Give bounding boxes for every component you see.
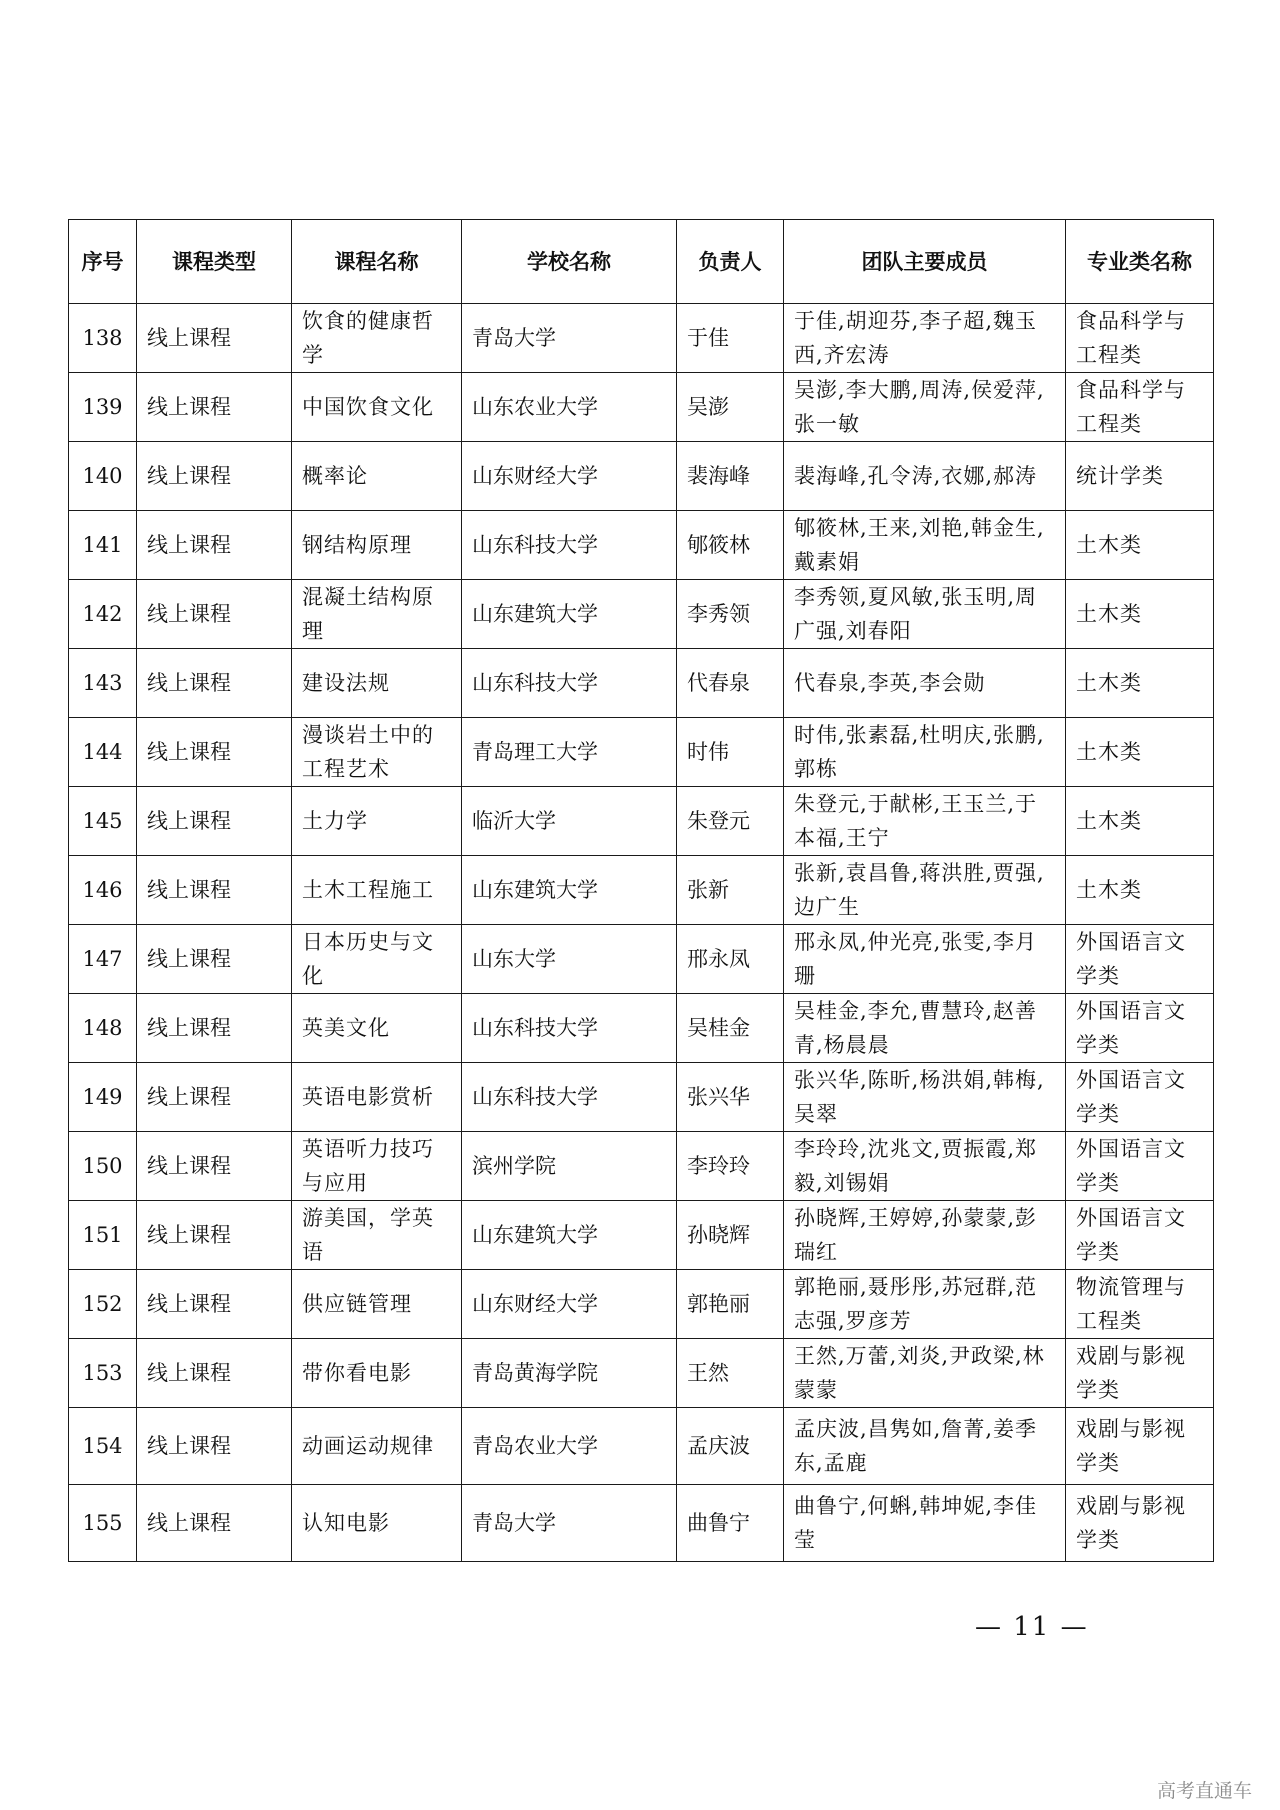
- table-header-row: [69, 220, 1214, 304]
- cell-course-type: 线上课程: [137, 304, 292, 373]
- cell-course-type: 线上课程: [137, 649, 292, 718]
- table-row: [69, 304, 1214, 373]
- cell-school: 青岛大学: [462, 304, 677, 373]
- table-row: [69, 1132, 1214, 1201]
- cell-course-type: 线上课程: [137, 442, 292, 511]
- cell-leader: 孙晓辉: [677, 1201, 784, 1270]
- cell-school: 青岛理工大学: [462, 718, 677, 787]
- cell-no: 142: [69, 580, 137, 649]
- header-school: 学校名称: [462, 220, 677, 304]
- cell-course-name: 日本历史与文化: [292, 925, 462, 994]
- cell-leader: 王然: [677, 1339, 784, 1408]
- table-row: [69, 925, 1214, 994]
- cell-leader: 时伟: [677, 718, 784, 787]
- table-row: [69, 1339, 1214, 1408]
- cell-team: 李玲玲,沈兆文,贾振霞,郑毅,刘锡娟: [784, 1132, 1066, 1201]
- cell-course-type: 线上课程: [137, 1339, 292, 1408]
- cell-school: 山东财经大学: [462, 1270, 677, 1339]
- cell-no: 144: [69, 718, 137, 787]
- cell-course-type: 线上课程: [137, 1063, 292, 1132]
- cell-team: 邢永凤,仲光亮,张雯,李月珊: [784, 925, 1066, 994]
- cell-no: 145: [69, 787, 137, 856]
- table-row: [69, 649, 1214, 718]
- cell-major: 戏剧与影视学类: [1066, 1408, 1214, 1485]
- cell-leader: 郇筱林: [677, 511, 784, 580]
- cell-course-name: 建设法规: [292, 649, 462, 718]
- table-row: [69, 1270, 1214, 1339]
- cell-school: 青岛黄海学院: [462, 1339, 677, 1408]
- cell-course-name: 钢结构原理: [292, 511, 462, 580]
- cell-course-type: 线上课程: [137, 511, 292, 580]
- cell-no: 139: [69, 373, 137, 442]
- cell-major: 外国语言文学类: [1066, 925, 1214, 994]
- cell-major: 食品科学与工程类: [1066, 373, 1214, 442]
- cell-school: 山东建筑大学: [462, 856, 677, 925]
- table-row: [69, 787, 1214, 856]
- table-row: [69, 442, 1214, 511]
- cell-course-name: 动画运动规律: [292, 1408, 462, 1485]
- header-major: 专业类名称: [1066, 220, 1214, 304]
- cell-leader: 朱登元: [677, 787, 784, 856]
- cell-leader: 曲鲁宁: [677, 1485, 784, 1562]
- cell-course-name: 英美文化: [292, 994, 462, 1063]
- cell-school: 临沂大学: [462, 787, 677, 856]
- cell-course-type: 线上课程: [137, 787, 292, 856]
- cell-team: 张新,袁昌鲁,蒋洪胜,贾强,边广生: [784, 856, 1066, 925]
- cell-no: 143: [69, 649, 137, 718]
- cell-no: 150: [69, 1132, 137, 1201]
- cell-course-name: 饮食的健康哲学: [292, 304, 462, 373]
- cell-no: 146: [69, 856, 137, 925]
- cell-no: 154: [69, 1408, 137, 1485]
- header-no: 序号: [69, 220, 137, 304]
- cell-school: 青岛大学: [462, 1485, 677, 1562]
- cell-leader: 孟庆波: [677, 1408, 784, 1485]
- cell-course-type: 线上课程: [137, 1485, 292, 1562]
- cell-major: 土木类: [1066, 580, 1214, 649]
- table-body: [69, 304, 1214, 1562]
- cell-course-type: 线上课程: [137, 1408, 292, 1485]
- cell-course-type: 线上课程: [137, 856, 292, 925]
- cell-school: 山东科技大学: [462, 994, 677, 1063]
- cell-team: 张兴华,陈昕,杨洪娟,韩梅,吴翠: [784, 1063, 1066, 1132]
- cell-no: 140: [69, 442, 137, 511]
- cell-leader: 李秀领: [677, 580, 784, 649]
- course-table: [68, 219, 1214, 1562]
- cell-team: 吴桂金,李允,曹慧玲,赵善青,杨晨晨: [784, 994, 1066, 1063]
- cell-leader: 李玲玲: [677, 1132, 784, 1201]
- cell-major: 土木类: [1066, 511, 1214, 580]
- cell-major: 外国语言文学类: [1066, 1201, 1214, 1270]
- cell-course-name: 英语电影赏析: [292, 1063, 462, 1132]
- cell-leader: 吴澎: [677, 373, 784, 442]
- cell-major: 戏剧与影视学类: [1066, 1339, 1214, 1408]
- cell-course-name: 供应链管理: [292, 1270, 462, 1339]
- cell-school: 山东农业大学: [462, 373, 677, 442]
- cell-course-name: 土木工程施工: [292, 856, 462, 925]
- cell-school: 山东科技大学: [462, 511, 677, 580]
- cell-major: 食品科学与工程类: [1066, 304, 1214, 373]
- cell-team: 朱登元,于献彬,王玉兰,于本福,王宁: [784, 787, 1066, 856]
- cell-no: 152: [69, 1270, 137, 1339]
- header-team: 团队主要成员: [784, 220, 1066, 304]
- cell-school: 山东建筑大学: [462, 1201, 677, 1270]
- cell-team: 曲鲁宁,何蝌,韩坤妮,李佳莹: [784, 1485, 1066, 1562]
- cell-school: 山东科技大学: [462, 649, 677, 718]
- cell-major: 物流管理与工程类: [1066, 1270, 1214, 1339]
- table-row: [69, 1063, 1214, 1132]
- cell-no: 148: [69, 994, 137, 1063]
- cell-no: 153: [69, 1339, 137, 1408]
- watermark: 高考直通车: [1156, 1780, 1252, 1802]
- table-row: [69, 856, 1214, 925]
- cell-course-type: 线上课程: [137, 580, 292, 649]
- cell-team: 代春泉,李英,李会勋: [784, 649, 1066, 718]
- cell-leader: 代春泉: [677, 649, 784, 718]
- header-course-type: 课程类型: [137, 220, 292, 304]
- cell-team: 王然,万蕾,刘炎,尹政梁,林蒙蒙: [784, 1339, 1066, 1408]
- cell-course-name: 漫谈岩土中的工程艺术: [292, 718, 462, 787]
- cell-course-name: 概率论: [292, 442, 462, 511]
- cell-course-name: 游美国，学英语: [292, 1201, 462, 1270]
- table-row: [69, 373, 1214, 442]
- cell-no: 138: [69, 304, 137, 373]
- cell-leader: 张新: [677, 856, 784, 925]
- cell-school: 青岛农业大学: [462, 1408, 677, 1485]
- cell-course-type: 线上课程: [137, 994, 292, 1063]
- cell-major: 外国语言文学类: [1066, 1132, 1214, 1201]
- cell-course-type: 线上课程: [137, 718, 292, 787]
- cell-course-type: 线上课程: [137, 1270, 292, 1339]
- cell-school: 山东大学: [462, 925, 677, 994]
- table-row: [69, 1408, 1214, 1485]
- cell-no: 151: [69, 1201, 137, 1270]
- cell-major: 土木类: [1066, 649, 1214, 718]
- cell-major: 土木类: [1066, 856, 1214, 925]
- cell-no: 149: [69, 1063, 137, 1132]
- cell-major: 外国语言文学类: [1066, 994, 1214, 1063]
- cell-team: 时伟,张素磊,杜明庆,张鹏,郭栋: [784, 718, 1066, 787]
- header-course-name: 课程名称: [292, 220, 462, 304]
- cell-course-name: 英语听力技巧与应用: [292, 1132, 462, 1201]
- cell-no: 147: [69, 925, 137, 994]
- cell-course-type: 线上课程: [137, 373, 292, 442]
- cell-leader: 吴桂金: [677, 994, 784, 1063]
- cell-leader: 郭艳丽: [677, 1270, 784, 1339]
- cell-major: 土木类: [1066, 718, 1214, 787]
- cell-course-type: 线上课程: [137, 925, 292, 994]
- cell-team: 孟庆波,昌隽如,詹菁,姜季东,孟鹿: [784, 1408, 1066, 1485]
- cell-no: 155: [69, 1485, 137, 1562]
- cell-team: 孙晓辉,王婷婷,孙蒙蒙,彭瑞红: [784, 1201, 1066, 1270]
- cell-leader: 裴海峰: [677, 442, 784, 511]
- cell-course-name: 土力学: [292, 787, 462, 856]
- table-row: [69, 1485, 1214, 1562]
- table-row: [69, 994, 1214, 1063]
- cell-course-name: 带你看电影: [292, 1339, 462, 1408]
- cell-major: 土木类: [1066, 787, 1214, 856]
- cell-team: 于佳,胡迎芬,李子超,魏玉西,齐宏涛: [784, 304, 1066, 373]
- cell-leader: 于佳: [677, 304, 784, 373]
- table-row: [69, 718, 1214, 787]
- cell-school: 山东财经大学: [462, 442, 677, 511]
- cell-course-name: 认知电影: [292, 1485, 462, 1562]
- page-number: — 11 —: [975, 1612, 1089, 1642]
- table-row: [69, 580, 1214, 649]
- cell-no: 141: [69, 511, 137, 580]
- cell-course-type: 线上课程: [137, 1132, 292, 1201]
- cell-team: 郇筱林,王来,刘艳,韩金生,戴素娟: [784, 511, 1066, 580]
- cell-course-type: 线上课程: [137, 1201, 292, 1270]
- table-row: [69, 1201, 1214, 1270]
- cell-leader: 张兴华: [677, 1063, 784, 1132]
- cell-school: 山东建筑大学: [462, 580, 677, 649]
- cell-course-name: 混凝土结构原理: [292, 580, 462, 649]
- cell-leader: 邢永凤: [677, 925, 784, 994]
- cell-course-name: 中国饮食文化: [292, 373, 462, 442]
- cell-team: 郭艳丽,聂彤彤,苏冠群,范志强,罗彦芳: [784, 1270, 1066, 1339]
- cell-major: 外国语言文学类: [1066, 1063, 1214, 1132]
- cell-major: 戏剧与影视学类: [1066, 1485, 1214, 1562]
- cell-school: 滨州学院: [462, 1132, 677, 1201]
- cell-team: 吴澎,李大鹏,周涛,侯爱萍,张一敏: [784, 373, 1066, 442]
- header-leader: 负责人: [677, 220, 784, 304]
- table-row: [69, 511, 1214, 580]
- cell-team: 李秀领,夏风敏,张玉明,周广强,刘春阳: [784, 580, 1066, 649]
- cell-team: 裴海峰,孔令涛,衣娜,郝涛: [784, 442, 1066, 511]
- cell-major: 统计学类: [1066, 442, 1214, 511]
- cell-school: 山东科技大学: [462, 1063, 677, 1132]
